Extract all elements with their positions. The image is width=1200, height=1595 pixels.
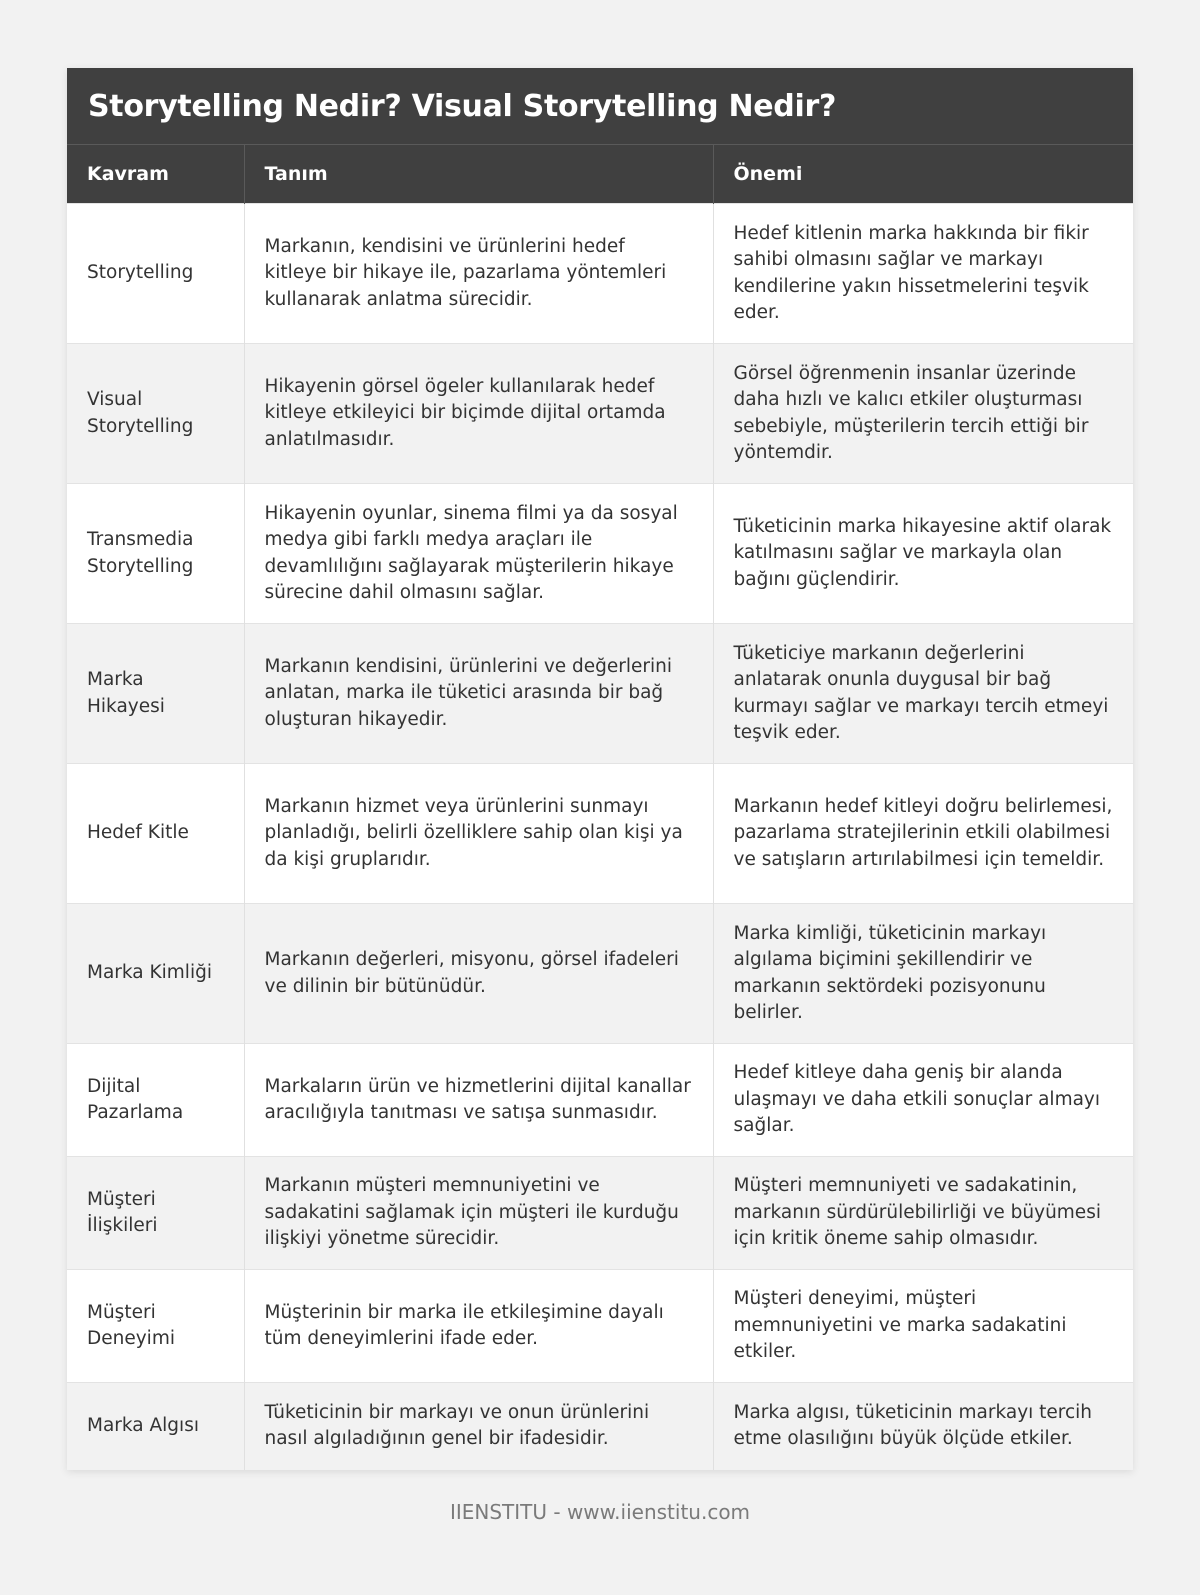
cell-tanim: Tüketicinin bir markayı ve onun ürünlerini nasıl algıladığının genel bir ifadesidir. (244, 1383, 713, 1470)
cell-onemi: Hedef kitlenin marka hakkında bir fikir sahibi olmasını sağlar ve markayı kendilerine yakın hissetmelerini teşvik eder. (713, 204, 1133, 344)
cell-onemi: Markanın hedef kitleyi doğru belirlemesi, pazarlama stratejilerinin etkili olabilmesi ve satışların artırılabilmesi için temeldir. (713, 764, 1133, 904)
cell-onemi: Marka kimliği, tüketicinin markayı algılama biçimini şekillendirir ve markanın sektördeki pozisyonunu belirler. (713, 904, 1133, 1044)
cell-kavram: Hedef Kitle (67, 764, 244, 904)
cell-kavram: Transmedia Storytelling (67, 484, 244, 624)
concepts-table-card (67, 68, 1133, 1470)
cell-tanim: Hikayenin görsel ögeler kullanılarak hedef kitleye etkileyici bir biçimde dijital ortamda anlatılmasıdır. (244, 344, 713, 484)
cell-onemi: Müşteri deneyimi, müşteri memnuniyetini ve marka sadakatini etkiler. (713, 1270, 1133, 1383)
cell-kavram: Visual Storytelling (67, 344, 244, 484)
cell-kavram: Müşteri İlişkileri (67, 1157, 244, 1270)
cell-onemi: Görsel öğrenmenin insanlar üzerinde daha hızlı ve kalıcı etkiler oluşturması sebebiyle, müşterilerin tercih ettiği bir yöntemdir. (713, 344, 1133, 484)
cell-onemi: Hedef kitleye daha geniş bir alanda ulaşmayı ve daha etkili sonuçlar almayı sağlar. (713, 1044, 1133, 1157)
cell-tanim: Markaların ürün ve hizmetlerini dijital kanallar aracılığıyla tanıtması ve satışa sunmasıdır. (244, 1044, 713, 1157)
table-row (67, 484, 1133, 624)
header-tanim: Tanım (244, 145, 713, 204)
cell-kavram: Dijital Pazarlama (67, 1044, 244, 1157)
table-row (67, 1157, 1133, 1270)
table-row (67, 204, 1133, 344)
concepts-table (67, 144, 1133, 1470)
cell-onemi: Müşteri memnuniyeti ve sadakatinin, markanın sürdürülebilirliği ve büyümesi için kritik öneme sahip olmasıdır. (713, 1157, 1133, 1270)
header-kavram: Kavram (67, 145, 244, 204)
table-row (67, 904, 1133, 1044)
table-row (67, 1383, 1133, 1470)
cell-kavram: Müşteri Deneyimi (67, 1270, 244, 1383)
table-row (67, 1270, 1133, 1383)
cell-tanim: Markanın müşteri memnuniyetini ve sadakatini sağlamak için müşteri ile kurduğu ilişkiyi yönetme sürecidir. (244, 1157, 713, 1270)
footer-credit: IIENSTITU - www.iienstitu.com (449, 1500, 751, 1524)
table-row (67, 624, 1133, 764)
table-row (67, 764, 1133, 904)
table-title: Storytelling Nedir? Visual Storytelling Nedir? (67, 68, 1133, 144)
cell-kavram: Marka Kimliği (67, 904, 244, 1044)
cell-tanim: Markanın hizmet veya ürünlerini sunmayı planladığı, belirli özelliklere sahip olan kişi ya da kişi gruplarıdır. (244, 764, 713, 904)
cell-tanim: Markanın kendisini, ürünlerini ve değerlerini anlatan, marka ile tüketici arasında bir bağ oluşturan hikayedir. (244, 624, 713, 764)
header-onemi: Önemi (713, 145, 1133, 204)
cell-tanim: Hikayenin oyunlar, sinema filmi ya da sosyal medya gibi farklı medya araçları ile devamlılığını sağlayarak müşterilerin hikaye sürecine dahil olmasını sağlar. (244, 484, 713, 624)
cell-kavram: Marka Algısı (67, 1383, 244, 1470)
cell-onemi: Marka algısı, tüketicinin markayı tercih etme olasılığını büyük ölçüde etkiler. (713, 1383, 1133, 1470)
cell-tanim: Markanın değerleri, misyonu, görsel ifadeleri ve dilinin bir bütünüdür. (244, 904, 713, 1044)
table-row (67, 1044, 1133, 1157)
table-row (67, 344, 1133, 484)
cell-tanim: Markanın, kendisini ve ürünlerini hedef kitleye bir hikaye ile, pazarlama yöntemleri kullanarak anlatma sürecidir. (244, 204, 713, 344)
cell-onemi: Tüketiciye markanın değerlerini anlatarak onunla duygusal bir bağ kurmayı sağlar ve markayı tercih etmeyi teşvik eder. (713, 624, 1133, 764)
table-header-row (67, 145, 1133, 204)
cell-tanim: Müşterinin bir marka ile etkileşimine dayalı tüm deneyimlerini ifade eder. (244, 1270, 713, 1383)
cell-kavram: Marka Hikayesi (67, 624, 244, 764)
cell-onemi: Tüketicinin marka hikayesine aktif olarak katılmasını sağlar ve markayla olan bağını güçlendirir. (713, 484, 1133, 624)
cell-kavram: Storytelling (67, 204, 244, 344)
